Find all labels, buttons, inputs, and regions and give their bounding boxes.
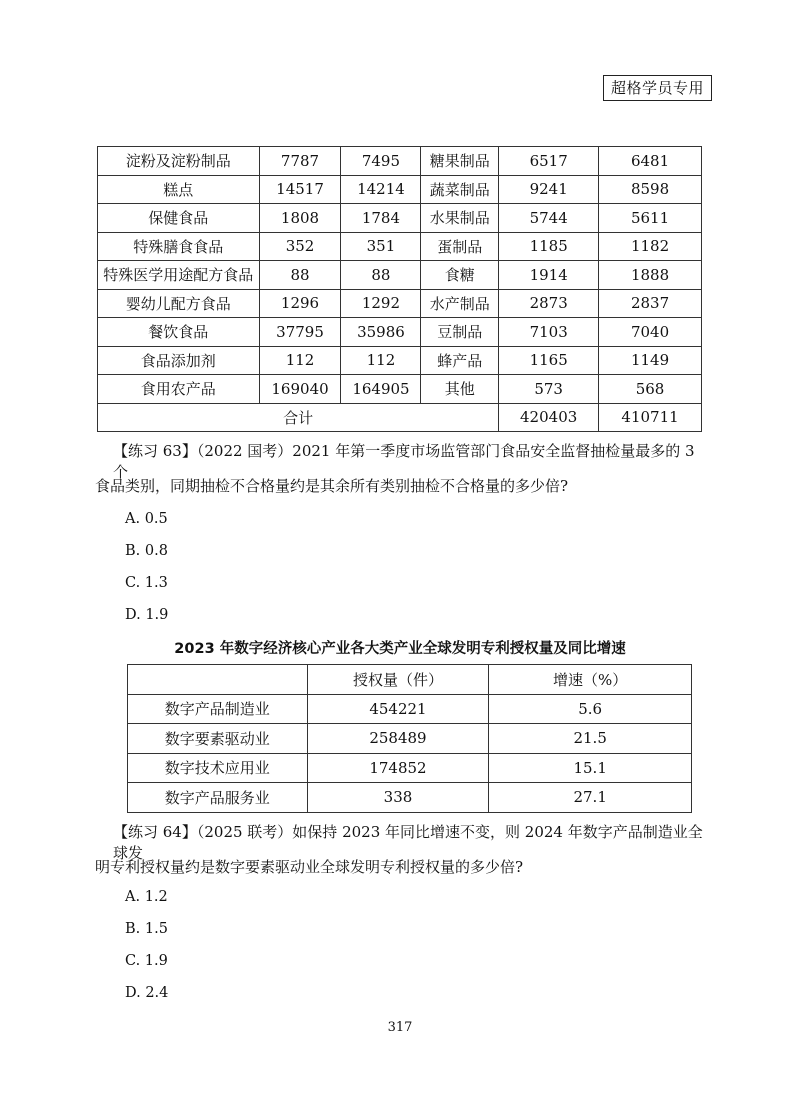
table-cell: 1296 — [259, 289, 341, 318]
table-row — [98, 289, 702, 318]
table-row — [128, 783, 692, 813]
table-row — [98, 375, 702, 404]
table-cell: 35986 — [341, 318, 421, 347]
table-cell: 8598 — [599, 175, 702, 204]
table-cell: 1185 — [499, 232, 599, 261]
food-inspection-table — [97, 146, 702, 432]
table-cell: 淀粉及淀粉制品 — [98, 147, 260, 176]
table-cell: 婴幼儿配方食品 — [98, 289, 260, 318]
header-grant-count: 授权量（件） — [307, 665, 489, 695]
total-value-1: 420403 — [499, 403, 599, 432]
table-row — [98, 204, 702, 233]
table-cell: 1808 — [259, 204, 341, 233]
table-cell: 15.1 — [489, 753, 692, 783]
table-cell: 351 — [341, 232, 421, 261]
table-cell: 数字技术应用业 — [128, 753, 308, 783]
question-63-line-2: 食品类别，同期抽检不合格量约是其余所有类别抽检不合格量的多少倍? — [95, 477, 569, 495]
table-cell: 食用农产品 — [98, 375, 260, 404]
total-value-2: 410711 — [599, 403, 702, 432]
member-only-stamp: 超格学员专用 — [603, 75, 712, 101]
table-row — [98, 232, 702, 261]
table-cell: 7787 — [259, 147, 341, 176]
table-cell: 特殊膳食食品 — [98, 232, 260, 261]
table-cell: 1888 — [599, 261, 702, 290]
table-cell: 7103 — [499, 318, 599, 347]
page-number: 317 — [387, 1020, 413, 1035]
table-cell: 258489 — [307, 724, 489, 754]
table-cell: 454221 — [307, 694, 489, 724]
table-cell: 112 — [341, 346, 421, 375]
question-64-line-2: 明专利授权量约是数字要素驱动业全球发明专利授权量的多少倍? — [95, 858, 524, 876]
table-cell: 水产制品 — [421, 289, 499, 318]
table-cell: 14517 — [259, 175, 341, 204]
table-cell: 2873 — [499, 289, 599, 318]
q64-option-d: D. 2.4 — [125, 985, 169, 1001]
table-cell: 338 — [307, 783, 489, 813]
table-row — [98, 346, 702, 375]
table-row — [98, 147, 702, 176]
table-cell: 6517 — [499, 147, 599, 176]
header-empty — [128, 665, 308, 695]
table-cell: 数字产品制造业 — [128, 694, 308, 724]
table-cell: 特殊医学用途配方食品 — [98, 261, 260, 290]
table-cell: 9241 — [499, 175, 599, 204]
table-cell: 1165 — [499, 346, 599, 375]
q64-option-a: A. 1.2 — [125, 889, 168, 905]
table-cell: 糖果制品 — [421, 147, 499, 176]
table-cell: 蔬菜制品 — [421, 175, 499, 204]
table-row — [128, 694, 692, 724]
table-cell: 174852 — [307, 753, 489, 783]
question-63-line-1: 【练习 63】（2022 国考）2021 年第一季度市场监管部门食品安全监督抽检量最多的 3 个 — [113, 442, 695, 481]
table-cell: 食糖 — [421, 261, 499, 290]
table-cell: 2837 — [599, 289, 702, 318]
table-cell: 数字要素驱动业 — [128, 724, 308, 754]
table-cell: 5744 — [499, 204, 599, 233]
table-cell: 568 — [599, 375, 702, 404]
table-total-row — [98, 403, 702, 432]
table-cell: 88 — [259, 261, 341, 290]
table-row — [98, 318, 702, 347]
q63-option-a: A. 0.5 — [125, 511, 168, 527]
table-row — [98, 175, 702, 204]
q64-option-c: C. 1.9 — [125, 953, 168, 969]
table-cell: 1182 — [599, 232, 702, 261]
table-cell: 蛋制品 — [421, 232, 499, 261]
table-cell: 27.1 — [489, 783, 692, 813]
table-cell: 352 — [259, 232, 341, 261]
table-cell: 7495 — [341, 147, 421, 176]
table-row — [98, 261, 702, 290]
q63-option-d: D. 1.9 — [125, 607, 169, 623]
question-64-line-1: 【练习 64】（2025 联考）如保持 2023 年同比增速不变，则 2024 年数字产品制造业全球发 — [113, 823, 703, 862]
table-cell: 1149 — [599, 346, 702, 375]
table-cell: 1292 — [341, 289, 421, 318]
q63-option-b: B. 0.8 — [125, 543, 168, 559]
table-cell: 14214 — [341, 175, 421, 204]
table-cell: 水果制品 — [421, 204, 499, 233]
table-cell: 573 — [499, 375, 599, 404]
table-cell: 餐饮食品 — [98, 318, 260, 347]
patent-table — [127, 664, 692, 813]
table-cell: 保健食品 — [98, 204, 260, 233]
table-cell: 21.5 — [489, 724, 692, 754]
table-cell: 豆制品 — [421, 318, 499, 347]
table-cell: 37795 — [259, 318, 341, 347]
table-header-row — [128, 665, 692, 695]
patent-table-title: 2023 年数字经济核心产业各大类产业全球发明专利授权量及同比增速 — [174, 641, 626, 657]
table-row — [128, 753, 692, 783]
table-cell: 164905 — [341, 375, 421, 404]
table-cell: 88 — [341, 261, 421, 290]
table-cell: 1784 — [341, 204, 421, 233]
q63-option-c: C. 1.3 — [125, 575, 168, 591]
table-row — [128, 724, 692, 754]
table-cell: 蜂产品 — [421, 346, 499, 375]
table-cell: 112 — [259, 346, 341, 375]
table-cell: 数字产品服务业 — [128, 783, 308, 813]
q64-option-b: B. 1.5 — [125, 921, 168, 937]
total-label: 合计 — [98, 403, 499, 432]
header-growth-rate: 增速（%） — [489, 665, 692, 695]
table-cell: 5.6 — [489, 694, 692, 724]
table-cell: 6481 — [599, 147, 702, 176]
table-cell: 7040 — [599, 318, 702, 347]
table-cell: 食品添加剂 — [98, 346, 260, 375]
table-cell: 糕点 — [98, 175, 260, 204]
table-cell: 1914 — [499, 261, 599, 290]
table-cell: 169040 — [259, 375, 341, 404]
table-cell: 5611 — [599, 204, 702, 233]
table-cell: 其他 — [421, 375, 499, 404]
